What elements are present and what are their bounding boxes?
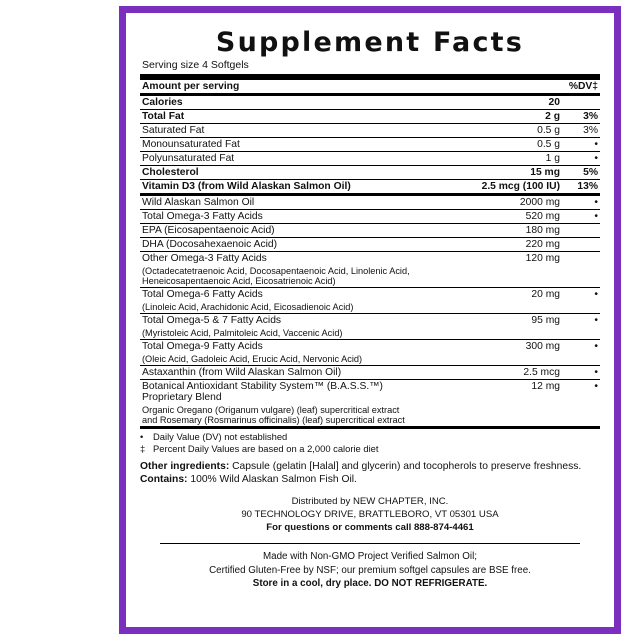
footnote-symbol: • (140, 431, 144, 442)
table-row (140, 95, 600, 110)
serving-size: Serving size 4 Softgels (142, 59, 249, 71)
row-name: Calories (140, 95, 456, 110)
bottom-line-3: Store in a cool, dry place. DO NOT REFRIGERATE. (252, 578, 488, 590)
row-name: Vitamin D3 (from Wild Alaskan Salmon Oil) (140, 180, 456, 195)
table-row (140, 265, 600, 288)
row-amount: 20 mg (456, 288, 562, 302)
distributor-block (140, 496, 600, 535)
row-dv: • (562, 210, 600, 224)
row-dv: • (562, 195, 600, 210)
row-amount: 520 mg (456, 210, 562, 224)
row-amount: 2.5 mcg (100 IU) (456, 180, 562, 195)
row-amount: 20 (456, 95, 562, 110)
other-ingredients-label: Other ingredients: (140, 460, 230, 472)
row-amount: 0.5 g (456, 138, 562, 152)
contains-label: Contains: (140, 473, 188, 485)
row-amount: 1 g (456, 152, 562, 166)
row-name: Saturated Fat (140, 124, 456, 138)
row-subtext: Organic Oregano (Origanum vulgare) (leaf) supercritical extract and Rosemary (Rosmarinus officinalis) (leaf) supercritical extract (142, 405, 405, 425)
supplement-facts-panel (119, 6, 621, 634)
distributor-line-2: 90 TECHNOLOGY DRIVE, BRATTLEBORO, VT 05301 USA (241, 509, 499, 521)
row-name: Other Omega-3 Fatty Acids (140, 252, 456, 266)
footnote-row (140, 431, 600, 443)
row-amount: 120 mg (456, 252, 562, 266)
table-row (140, 288, 600, 302)
distributor-line-1: Distributed by NEW CHAPTER, INC. (291, 496, 449, 508)
table-row (140, 314, 600, 328)
row-name: Astaxanthin (from Wild Alaskan Salmon Oil) (140, 366, 456, 380)
row-name: Wild Alaskan Salmon Oil (140, 195, 456, 210)
table-row (140, 180, 600, 195)
row-dv: • (562, 138, 600, 152)
row-amount: 15 mg (456, 166, 562, 180)
row-amount: 12 mg (456, 380, 562, 405)
footnotes (140, 431, 600, 455)
table-row (140, 110, 600, 124)
table-row (140, 340, 600, 354)
bottom-line-2: Certified Gluten-Free by NSF; our premium softgel capsules are BSE free. (209, 564, 531, 576)
row-dv: • (562, 340, 600, 354)
row-name: Monounsaturated Fat (140, 138, 456, 152)
table-row (140, 428, 600, 430)
col-header-blank (456, 77, 562, 95)
row-name: DHA (Docosahexaenoic Acid) (140, 238, 456, 252)
footnote-text: Daily Value (DV) not established (153, 431, 288, 442)
row-name: Botanical Antioxidant Stability System™ (B.A.S.S.™) Proprietary Blend (140, 380, 456, 405)
row-dv: • (562, 288, 600, 302)
row-dv: • (562, 366, 600, 380)
row-subtext: (Myristoleic Acid, Palmitoleic Acid, Vaccenic Acid) (142, 328, 343, 338)
row-amount: 0.5 g (456, 124, 562, 138)
row-dv: 13% (562, 180, 600, 195)
table-row (140, 77, 600, 95)
row-amount: 2.5 mcg (456, 366, 562, 380)
row-amount: 2 g (456, 110, 562, 124)
row-amount: 220 mg (456, 238, 562, 252)
row-dv (562, 238, 600, 252)
divider (160, 543, 580, 544)
row-amount: 300 mg (456, 340, 562, 354)
table-row (140, 152, 600, 166)
row-name: EPA (Eicosapentaenoic Acid) (140, 224, 456, 238)
bottom-notes (140, 550, 600, 591)
row-dv: • (562, 152, 600, 166)
table-row (140, 224, 600, 238)
table-row (140, 238, 600, 252)
table-row (140, 327, 600, 340)
row-amount: 180 mg (456, 224, 562, 238)
footnote-text: Percent Daily Values are based on a 2,000 calorie diet (153, 442, 379, 454)
row-name: Total Omega-3 Fatty Acids (140, 210, 456, 224)
page-title: Supplement Facts (215, 27, 525, 58)
table-bottom-rule (140, 428, 600, 430)
table-row (140, 138, 600, 152)
row-dv (562, 224, 600, 238)
distributor-phone: For questions or comments call 888-874-4461 (266, 522, 474, 534)
row-name: Total Omega-9 Fatty Acids (140, 340, 456, 354)
row-name: Polyunsaturated Fat (140, 152, 456, 166)
row-dv (562, 95, 600, 110)
table-row (140, 404, 600, 428)
row-subtext: (Oleic Acid, Gadoleic Acid, Erucic Acid, Nervonic Acid) (142, 354, 363, 364)
table-row (140, 353, 600, 366)
row-subtext: (Octadecatetraenoic Acid, Docosapentaenoic Acid, Linolenic Acid, Heneicosapentaenoic Acid, Eicosatrienoic Acid) (142, 266, 410, 286)
other-ingredients-block (140, 460, 600, 487)
row-subtext: (Linoleic Acid, Arachidonic Acid, Eicosadienoic Acid) (142, 302, 354, 312)
table-row (140, 195, 600, 210)
table-row (140, 301, 600, 314)
row-dv: 5% (562, 166, 600, 180)
other-ingredients-text: Capsule (gelatin [Halal] and glycerin) and tocopherols to preserve freshness. (232, 460, 582, 472)
row-dv: • (562, 380, 600, 405)
row-dv (562, 252, 600, 266)
supplement-facts-table (140, 74, 600, 429)
row-name: Cholesterol (140, 166, 456, 180)
col-header-dv: %DV‡ (562, 77, 600, 95)
col-header-amount: Amount per serving (140, 77, 456, 95)
row-name: Total Omega-5 & 7 Fatty Acids (140, 314, 456, 328)
table-row (140, 252, 600, 266)
row-dv: 3% (562, 110, 600, 124)
table-row (140, 124, 600, 138)
footnote-symbol: ‡ (140, 442, 146, 454)
row-dv: • (562, 314, 600, 328)
table-row (140, 166, 600, 180)
table-row (140, 366, 600, 380)
row-amount: 95 mg (456, 314, 562, 328)
bottom-line-1: Made with Non-GMO Project Verified Salmon Oil; (263, 551, 477, 563)
row-amount: 2000 mg (456, 195, 562, 210)
row-dv: 3% (562, 124, 600, 138)
table-row (140, 210, 600, 224)
table-row (140, 380, 600, 405)
row-name: Total Omega-6 Fatty Acids (140, 288, 456, 302)
footnote-row (140, 443, 600, 455)
contains-text: 100% Wild Alaskan Salmon Fish Oil. (190, 473, 357, 485)
row-name: Total Fat (140, 110, 456, 124)
